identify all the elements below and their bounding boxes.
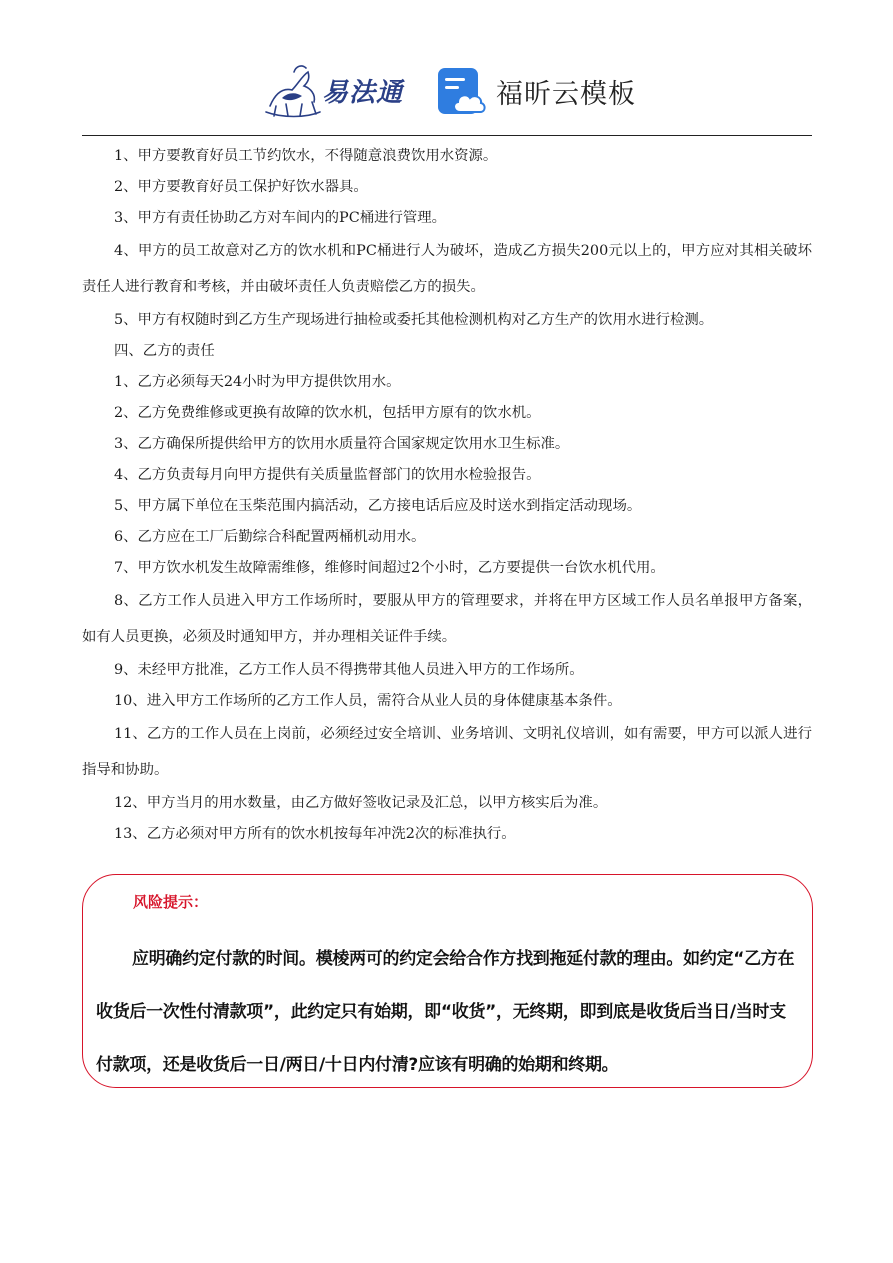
clause-party-b-11: 11、乙方的工作人员在上岗前，必须经过安全培训、业务培训、文明礼仪培训，如有需要，甲方可以派人进行指导和协助。 — [82, 726, 812, 778]
logo-text-yifatong: 易法通 — [322, 78, 404, 108]
clause-party-a-2: 2、甲方要教育好员工保护好饮水器具。 — [114, 179, 368, 195]
clause-party-b-3: 3、乙方确保所提供给甲方的饮用水质量符合国家规定饮用水卫生标准。 — [114, 436, 570, 452]
risk-warning-text: 应明确约定付款的时间。模棱两可的约定会给合作方找到拖延付款的理由。如约定“乙方在收货后一次性付清款项”，此约定只有始期，即“收货”，无终期，即到底是收货后当日/当时支付款项，还是收货后一日/两日/十日内付清?应该有明确的始期和终期。 — [96, 949, 795, 1075]
clause-party-b-12: 12、甲方当月的用水数量，由乙方做好签收记录及汇总，以甲方核实后为准。 — [114, 795, 608, 811]
clause-party-b-9: 9、未经甲方批准，乙方工作人员不得携带其他人员进入甲方的工作场所。 — [114, 662, 584, 678]
clause-party-b-2: 2、乙方免费维修或更换有故障的饮水机，包括甲方原有的饮水机。 — [114, 405, 541, 421]
clause-party-b-4: 4、乙方负责每月向甲方提供有关质量监督部门的饮用水检验报告。 — [114, 467, 541, 483]
clause-party-b-6: 6、乙方应在工厂后勤综合科配置两桶机动用水。 — [114, 529, 426, 545]
clause-party-b-7: 7、甲方饮水机发生故障需维修，维修时间超过2个小时，乙方要提供一台饮水机代用。 — [114, 560, 665, 576]
risk-warning-title: 风险提示： — [133, 893, 209, 911]
clause-party-b-13: 13、乙方必须对甲方所有的饮水机按每年冲洗2次的标准执行。 — [114, 826, 516, 842]
risk-warning-box — [82, 874, 813, 1088]
header-divider — [82, 135, 812, 136]
clause-party-b-10: 10、进入甲方工作场所的乙方工作人员，需符合从业人员的身体健康基本条件。 — [114, 693, 622, 709]
section-heading-party-b: 四、乙方的责任 — [114, 343, 215, 359]
clause-party-a-4: 4、甲方的员工故意对乙方的饮水机和PC桶进行人为破坏，造成乙方损失200元以上的，甲方应对其相关破坏责任人进行教育和考核，并由破坏责任人负责赔偿乙方的损失。 — [82, 243, 812, 295]
clause-party-a-5: 5、甲方有权随时到乙方生产现场进行抽检或委托其他检测机构对乙方生产的饮用水进行检测。 — [114, 312, 714, 328]
contract-body — [82, 141, 812, 850]
clause-party-a-3: 3、甲方有责任协助乙方对车间内的PC桶进行管理。 — [114, 210, 447, 226]
clause-party-a-1: 1、甲方要教育好员工节约饮水，不得随意浪费饮用水资源。 — [114, 148, 498, 164]
page-header — [0, 0, 893, 136]
clause-party-b-1: 1、乙方必须每天24小时为甲方提供饮用水。 — [114, 374, 401, 390]
cloud-document-icon — [436, 66, 486, 116]
clause-party-b-8: 8、乙方工作人员进入甲方工作场所时，要服从甲方的管理要求，并将在甲方区域工作人员名单报甲方备案，如有人员更换，必须及时通知甲方，并办理相关证件手续。 — [82, 593, 812, 645]
clause-party-b-5: 5、甲方属下单位在玉柴范围内搞活动，乙方接电话后应及时送水到指定活动现场。 — [114, 498, 642, 514]
logo-text-foxit-template: 福昕云模板 — [496, 79, 636, 110]
